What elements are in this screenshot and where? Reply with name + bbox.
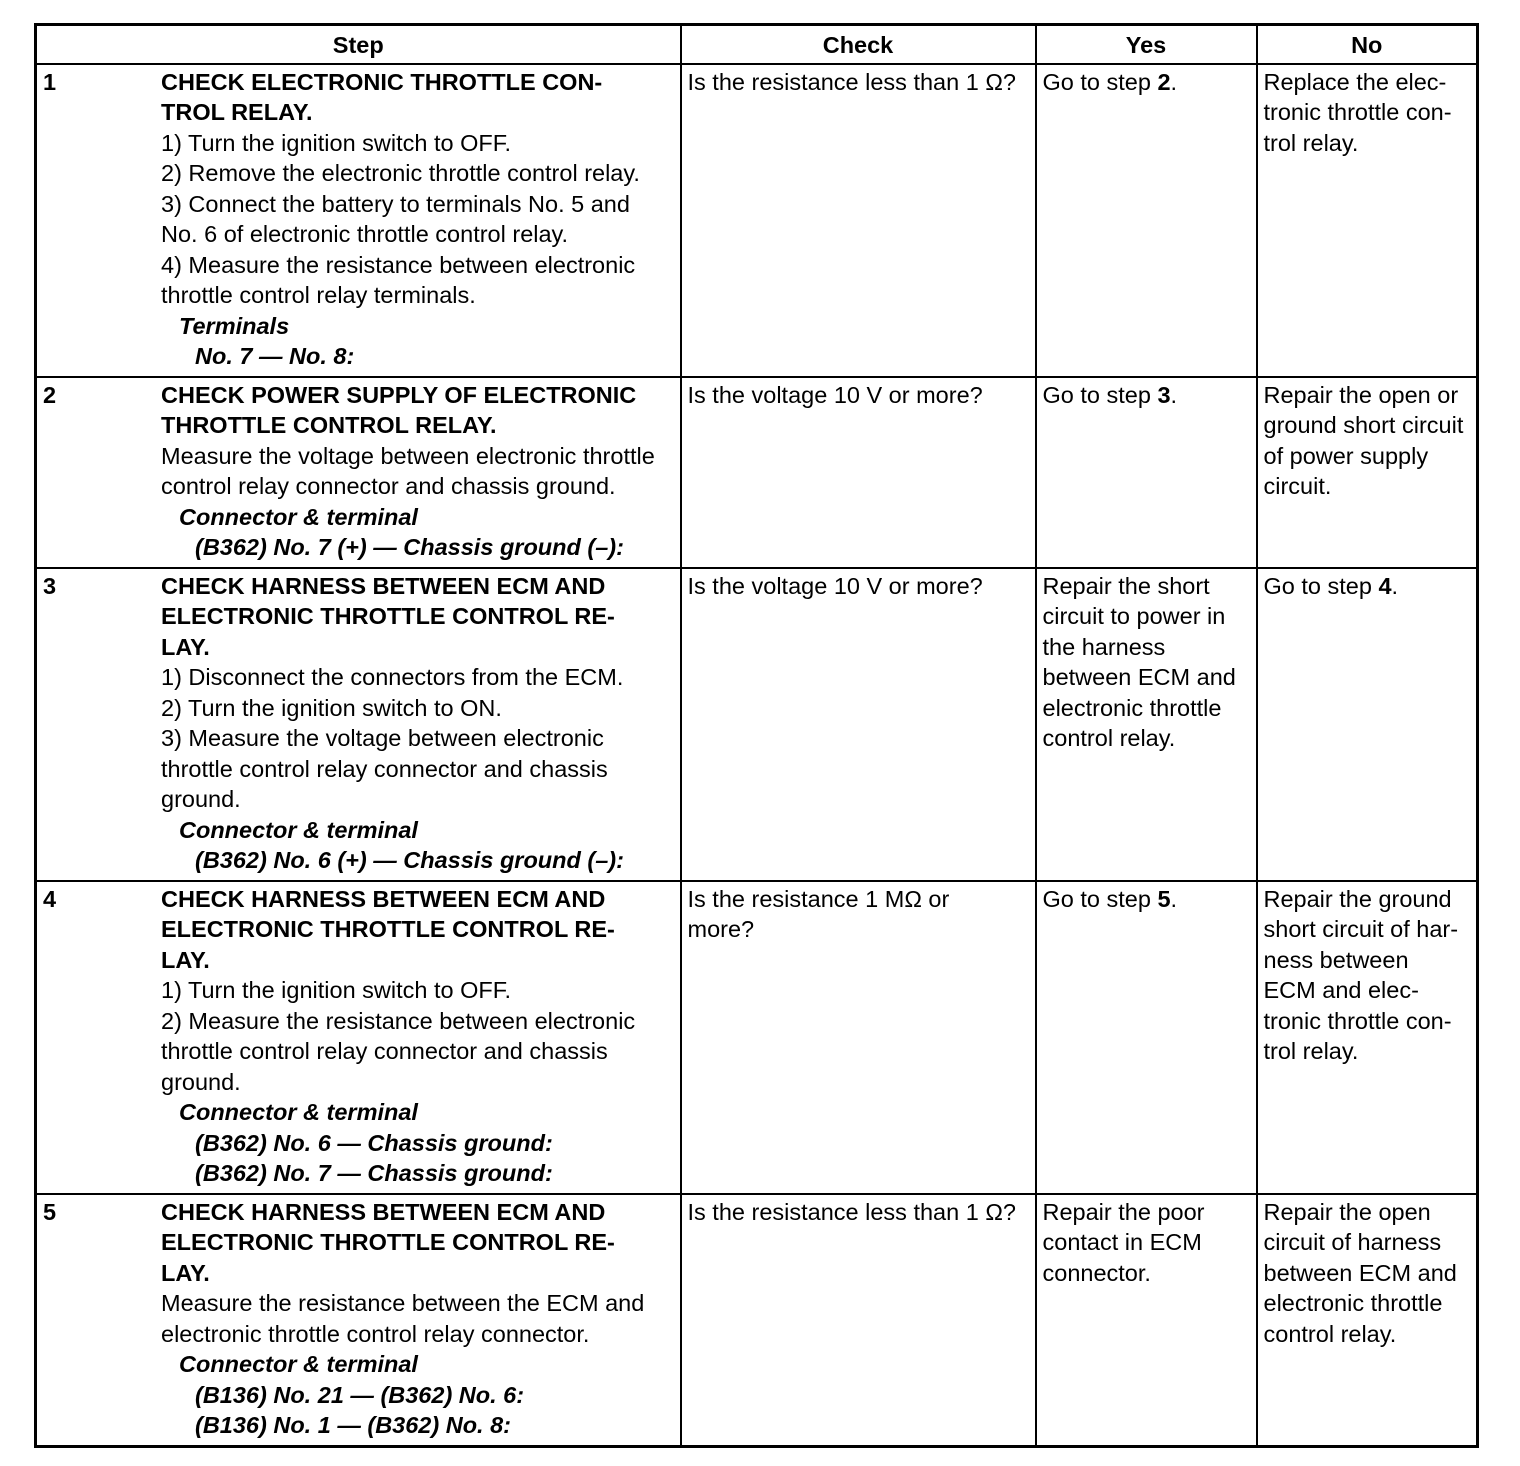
no-action: ECM and elec-	[1263, 977, 1419, 1003]
step-title: CHECK ELECTRONIC THROTTLE CON-	[161, 68, 603, 95]
table-row	[36, 377, 1478, 568]
step-wrap	[43, 884, 674, 1189]
step-body	[161, 571, 674, 876]
yes-action-step-ref: 5	[1157, 885, 1171, 912]
no-action-suffix: .	[1391, 572, 1399, 599]
step-body	[161, 884, 674, 1189]
no-action: ground short circuit	[1263, 412, 1464, 438]
step-title: THROTTLE CONTROL RELAY.	[161, 412, 497, 438]
table-row	[36, 1194, 1478, 1447]
diagnostic-table	[34, 23, 1479, 1448]
check-cell	[681, 881, 1036, 1194]
yes-action: Repair the poor	[1042, 1198, 1205, 1225]
yes-action	[1043, 884, 1250, 915]
yes-cell	[1036, 1194, 1257, 1447]
step-title: LAY.	[161, 946, 210, 973]
yes-cell	[1036, 377, 1257, 568]
no-cell	[1257, 377, 1478, 568]
no-cell	[1257, 64, 1478, 377]
step-cell	[36, 568, 681, 881]
check-text: Is the voltage 10 V or more?	[687, 572, 983, 599]
spec-line: (B362) No. 7 — Chassis ground:	[195, 1160, 553, 1186]
check-text: Is the resistance 1 MΩ or	[687, 885, 950, 912]
no-action: Repair the open or	[1263, 381, 1459, 408]
step-instruction: 1) Turn the ignition switch to OFF.	[161, 977, 512, 1003]
step-number: 1	[43, 68, 57, 95]
spec-line: (B362) No. 6 — Chassis ground:	[195, 1129, 553, 1156]
step-instruction: 2) Turn the ignition switch to ON.	[161, 694, 502, 721]
spec-line: No. 7 — No. 8:	[195, 343, 355, 369]
step-cell	[36, 881, 681, 1194]
step-cell	[36, 64, 681, 377]
step-instruction: throttle control relay terminals.	[161, 282, 476, 308]
check-cell	[681, 64, 1036, 377]
step-instruction: No. 6 of electronic throttle control relay.	[161, 221, 569, 247]
header-step: Step	[36, 25, 681, 64]
header-yes: Yes	[1036, 25, 1257, 64]
no-action: Replace the elec-	[1263, 68, 1447, 95]
yes-action: circuit to power in	[1042, 603, 1226, 629]
yes-action: control relay.	[1042, 725, 1176, 751]
spec-line: (B362) No. 6 (+) — Chassis ground (–):	[195, 847, 624, 873]
no-action: ness between	[1263, 946, 1409, 973]
header-no: No	[1257, 25, 1478, 64]
yes-cell	[1036, 64, 1257, 377]
yes-action-suffix: .	[1170, 885, 1178, 912]
table-row	[36, 568, 1478, 881]
no-cell	[1257, 568, 1478, 881]
yes-action-suffix: .	[1170, 381, 1178, 408]
no-action: trol relay.	[1263, 129, 1359, 156]
no-action: Repair the ground	[1263, 885, 1452, 912]
yes-action: contact in ECM	[1042, 1229, 1202, 1255]
step-instruction: electronic throttle control relay connector.	[161, 1320, 590, 1347]
step-instruction: 2) Remove the electronic throttle control relay.	[161, 160, 640, 186]
yes-action	[1043, 380, 1250, 411]
step-instruction: ground.	[161, 1068, 241, 1095]
step-instruction: Measure the voltage between electronic throttle	[161, 442, 655, 469]
no-action: tronic throttle con-	[1263, 99, 1452, 125]
step-instruction: throttle control relay connector and chassis	[161, 755, 608, 782]
no-action: electronic throttle	[1263, 1290, 1443, 1316]
step-title: CHECK HARNESS BETWEEN ECM AND	[161, 572, 606, 599]
spec-heading: Connector & terminal	[179, 503, 418, 530]
spec-line: (B136) No. 21 — (B362) No. 6:	[195, 1381, 525, 1408]
yes-cell	[1036, 881, 1257, 1194]
yes-action-step-ref: 2	[1157, 68, 1171, 95]
check-text: more?	[687, 916, 755, 942]
yes-action: connector.	[1042, 1259, 1151, 1286]
step-wrap	[43, 67, 674, 372]
step-body	[161, 380, 674, 563]
yes-action-prefix: Go to step	[1042, 885, 1158, 912]
no-action-prefix: Go to step	[1263, 572, 1379, 599]
step-number: 3	[43, 572, 57, 599]
table-row	[36, 64, 1478, 377]
step-instruction: throttle control relay connector and chassis	[161, 1038, 608, 1064]
spec-heading: Connector & terminal	[179, 1351, 418, 1377]
step-body	[161, 67, 674, 372]
yes-action-prefix: Go to step	[1042, 68, 1158, 95]
no-action	[1264, 571, 1471, 602]
check-text: Is the resistance less than 1 Ω?	[687, 68, 1016, 95]
yes-action-prefix: Go to step	[1042, 381, 1158, 408]
no-action: control relay.	[1263, 1320, 1397, 1347]
step-cell	[36, 377, 681, 568]
no-action-step-ref: 4	[1378, 572, 1392, 599]
step-number: 5	[43, 1198, 57, 1225]
no-action: circuit.	[1263, 473, 1332, 499]
step-title: ELECTRONIC THROTTLE CONTROL RE-	[161, 1229, 615, 1255]
step-number: 2	[43, 381, 57, 408]
spec-line: (B136) No. 1 — (B362) No. 8:	[195, 1412, 512, 1438]
check-cell	[681, 568, 1036, 881]
step-instruction: Measure the resistance between the ECM and	[161, 1290, 645, 1316]
step-cell	[36, 1194, 681, 1447]
table-row	[36, 881, 1478, 1194]
check-cell	[681, 1194, 1036, 1447]
yes-cell	[1036, 568, 1257, 881]
no-cell	[1257, 1194, 1478, 1447]
yes-action: electronic throttle	[1042, 694, 1222, 721]
step-instruction: 3) Connect the battery to terminals No. 5 and	[161, 190, 630, 217]
step-title: LAY.	[161, 633, 210, 660]
yes-action-step-ref: 3	[1157, 381, 1171, 408]
step-instruction: 1) Disconnect the connectors from the ECM.	[161, 664, 624, 690]
yes-action: between ECM and	[1042, 664, 1236, 690]
no-action: trol relay.	[1263, 1038, 1359, 1064]
spec-line: (B362) No. 7 (+) — Chassis ground (–):	[195, 534, 624, 560]
step-instruction: 2) Measure the resistance between electronic	[161, 1007, 636, 1034]
no-cell	[1257, 881, 1478, 1194]
spec-heading: Connector & terminal	[179, 1099, 418, 1125]
no-action: short circuit of har-	[1263, 916, 1459, 942]
header-check: Check	[681, 25, 1036, 64]
no-action: Repair the open	[1263, 1198, 1431, 1225]
step-instruction: ground.	[161, 786, 241, 812]
check-text: Is the resistance less than 1 Ω?	[687, 1198, 1016, 1225]
no-action: tronic throttle con-	[1263, 1007, 1452, 1034]
step-title: CHECK HARNESS BETWEEN ECM AND	[161, 885, 606, 912]
no-action: of power supply	[1263, 442, 1429, 469]
step-wrap	[43, 1197, 674, 1441]
yes-action: Repair the short	[1042, 572, 1210, 599]
step-title: TROL RELAY.	[161, 99, 313, 125]
no-action: between ECM and	[1263, 1259, 1457, 1286]
no-action: circuit of harness	[1263, 1229, 1442, 1255]
step-title: ELECTRONIC THROTTLE CONTROL RE-	[161, 916, 615, 942]
step-instruction: control relay connector and chassis ground.	[161, 473, 616, 499]
step-wrap	[43, 380, 674, 563]
check-cell	[681, 377, 1036, 568]
yes-action-suffix: .	[1170, 68, 1178, 95]
step-wrap	[43, 571, 674, 876]
spec-heading: Terminals	[179, 312, 290, 339]
yes-action: the harness	[1042, 633, 1166, 660]
step-title: LAY.	[161, 1259, 210, 1286]
check-text: Is the voltage 10 V or more?	[687, 381, 983, 408]
step-title: ELECTRONIC THROTTLE CONTROL RE-	[161, 603, 615, 629]
step-instruction: 1) Turn the ignition switch to OFF.	[161, 129, 512, 156]
step-title: CHECK POWER SUPPLY OF ELECTRONIC	[161, 381, 637, 408]
step-title: CHECK HARNESS BETWEEN ECM AND	[161, 1198, 606, 1225]
step-number: 4	[43, 885, 57, 912]
spec-heading: Connector & terminal	[179, 816, 418, 843]
header-row	[36, 25, 1478, 64]
step-instruction: 3) Measure the voltage between electronic	[161, 725, 604, 751]
yes-action	[1043, 67, 1250, 98]
step-instruction: 4) Measure the resistance between electronic	[161, 251, 636, 278]
step-body	[161, 1197, 674, 1441]
